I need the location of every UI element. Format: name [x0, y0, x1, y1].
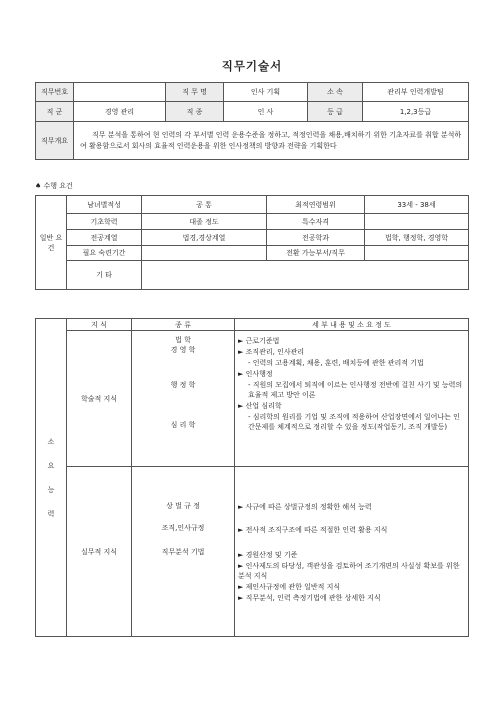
cell-value: 관리부 인력개발팀: [363, 83, 469, 102]
job-info-row: [36, 83, 469, 102]
cell-label: 특수자격: [267, 214, 365, 230]
cell-value: 공 통: [142, 196, 267, 214]
cell-label: 기 타: [67, 261, 142, 290]
cell-label: 필요 숙련기간: [67, 246, 142, 261]
cell-label: 직 종: [166, 102, 224, 122]
cell-label: 직무번호: [36, 83, 74, 102]
cell-value: [365, 246, 469, 261]
academic-types: 법 학 경 영 학 행 정 학 심 리 학: [132, 331, 235, 467]
cell-value: 대졸 정도: [142, 214, 267, 230]
job-info-row: [36, 102, 469, 122]
cell-value: 인사 기획: [224, 83, 308, 102]
general-requirements-label: 일반 요건: [36, 196, 67, 290]
header-detail: 세 부 내 용 및 소 요 정 도: [235, 319, 469, 331]
requirements-table: [35, 195, 469, 290]
job-overview-row: [36, 122, 469, 160]
required-abilities-table: [35, 318, 469, 637]
practical-types: 상 벌 규 정 조직,인사규정 직무분석 기법: [132, 467, 235, 637]
academic-knowledge-label: 학술적 지식: [67, 331, 132, 467]
requirement-row: [36, 196, 469, 214]
cell-value: [142, 246, 267, 261]
cell-value: 법학, 행정학, 경영학: [365, 230, 469, 246]
overview-label: 직무개요: [36, 122, 74, 160]
cell-label: 최적연령범위: [267, 196, 365, 214]
requirement-row: [36, 261, 469, 290]
requirement-row: [36, 246, 469, 261]
cell-label: 남녀별적성: [67, 196, 142, 214]
cell-value: 인 사: [224, 102, 308, 122]
cell-value: 경영 관리: [74, 102, 166, 122]
section-label: ♠ 수행 요건: [35, 182, 73, 190]
practical-details: ► 사규에 따른 상벌규정의 정확한 해석 능력 ► 전사적 조직구조에 따른 적절한 인력 활용 지식 ► 경원산정 및 기준 ► 인사제도의 타당성, 객관성을 검토하여 조기개편의 사실성 확보를 위한 분석 지식 ► 제인사규정에 관한 일반적 지식 ► 직무분석, 인력 측정기법에 관한 상세한 지식: [235, 467, 469, 637]
cell-value: 법경,경상계열: [142, 230, 267, 246]
overview-text: 직무 분석을 통하여 현 인력의 각 부서별 인력 운용수준을 정하고, 적정인력을 채용,배치하기 위한 기초자료를 취합 분석하여 활용함으로서 회사의 효율적 인력운용을 위한 인사정책의 방향과 전략을 기획한다: [74, 122, 469, 160]
cell-value: 33세 - 38세: [365, 196, 469, 214]
document-title: 직무기술서: [221, 59, 283, 73]
cell-label: 직 군: [36, 102, 74, 122]
abilities-side-label: 소 요 능 력: [36, 319, 67, 637]
cell-label: 기초학력: [67, 214, 142, 230]
cell-label: 직 무 명: [166, 83, 224, 102]
cell-label: 소 속: [308, 83, 363, 102]
cell-label: 전공계열: [67, 230, 142, 246]
requirement-row: [36, 214, 469, 230]
requirement-row: [36, 230, 469, 246]
cell-label: 전공학과: [267, 230, 365, 246]
cell-label: 등 급: [308, 102, 363, 122]
practical-knowledge-row: [36, 467, 469, 637]
cell-value: 1,2,3등급: [363, 102, 469, 122]
header-type: 종 류: [132, 319, 235, 331]
practical-knowledge-label: 실무적 지식: [67, 467, 132, 637]
cell-value: [74, 83, 166, 102]
academic-details: ► 근로기준법 ► 조직관리, 인사관리 - 인력의 고용계획, 채용, 훈련, 배치등에 관한 관리적 기법 ► 인사행정 - 직원의 모집에서 퇴직에 이르는 인사행정 전반에 걸친 사기 및 능력의 효율적 제고 방안 이론 ► 산업 심리학 - 심리학의 원리를 기업 및 조직에 적용하여 산업장면에서 일어나는 인간문제를 체계적으로 정리할 수 있을 정도(작업동기, 조직 개발등): [235, 331, 469, 467]
job-info-table: [35, 82, 469, 160]
ability-header-row: [36, 319, 469, 331]
academic-knowledge-row: [36, 331, 469, 467]
cell-label: 전환 가능부서/직무: [267, 246, 365, 261]
cell-value: [142, 261, 469, 290]
header-knowledge: 지 식: [67, 319, 132, 331]
cell-value: [365, 214, 469, 230]
